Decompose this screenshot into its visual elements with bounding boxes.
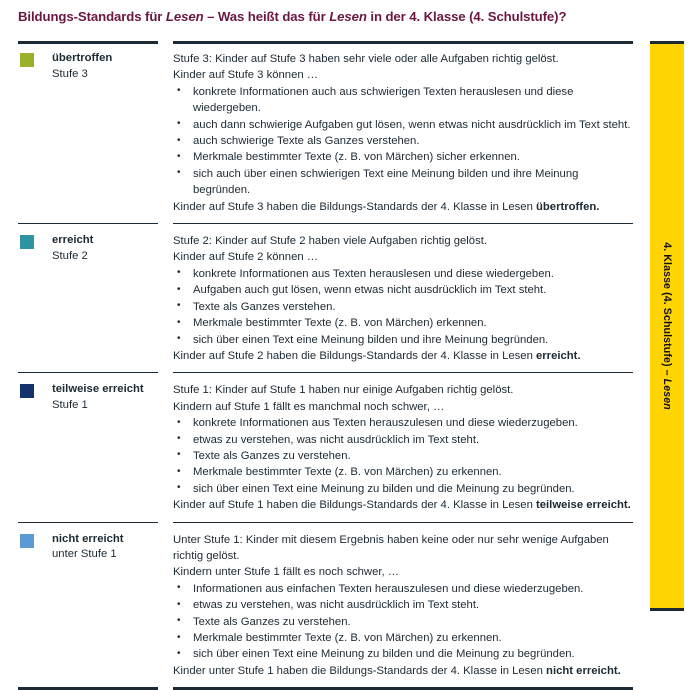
list-item: • Merkmale bestimmter Texte (z. B. von Märchen) zu erkennen. bbox=[173, 630, 633, 646]
level-color-swatch-icon bbox=[20, 53, 34, 67]
side-tab-grade-subject bbox=[650, 41, 684, 611]
competence-bullet-list bbox=[173, 266, 633, 348]
page-title-part1: Bildungs-Standards für bbox=[18, 9, 166, 24]
list-item: • Merkmale bestimmter Texte (z. B. von Märchen) zu erkennen. bbox=[173, 464, 633, 480]
list-item: • sich über einen Text eine Meinung bilden und ihre Meinung begründen. bbox=[173, 332, 633, 348]
level-closing-prefix: Kinder auf Stufe 1 haben die Bildungs-Standards der 4. Klasse in Lesen bbox=[173, 499, 536, 512]
page-title-part3: in der 4. Klasse (4. Schulstufe)? bbox=[366, 9, 567, 24]
page-title-emphasis-lesen-1: Lesen bbox=[165, 9, 204, 24]
level-label-text bbox=[52, 233, 93, 264]
level-closing-prefix: Kinder auf Stufe 2 haben die Bildungs-Standards der 4. Klasse in Lesen bbox=[173, 349, 536, 362]
level-intro-line: Kindern unter Stufe 1 fällt es noch schwer, … bbox=[173, 566, 400, 579]
level-label-cell bbox=[18, 372, 158, 413]
level-closing-sentence bbox=[173, 348, 633, 364]
level-closing-prefix: Kinder auf Stufe 3 haben die Bildungs-Standards der 4. Klasse in Lesen bbox=[173, 200, 536, 213]
competence-bullet-list bbox=[173, 84, 633, 199]
level-name: erreicht bbox=[52, 234, 94, 247]
level-lead-sentence: Stufe 1: Kinder auf Stufe 1 haben nur einige Aufgaben richtig gelöst. bbox=[173, 384, 514, 397]
list-item: • sich über einen Text eine Meinung zu bilden und die Meinung zu begründen. bbox=[173, 481, 633, 497]
level-stage: Stufe 2 bbox=[52, 249, 88, 262]
list-item: • etwas zu verstehen, was nicht ausdrücklich im Text steht. bbox=[173, 597, 633, 613]
level-label-cell bbox=[18, 522, 158, 563]
level-lead-sentence: Stufe 2: Kinder auf Stufe 2 haben viele Aufgaben richtig gelöst. bbox=[173, 235, 488, 248]
level-intro-line: Kinder auf Stufe 3 können … bbox=[173, 69, 319, 82]
level-closing-emphasis: teilweise erreicht. bbox=[536, 499, 631, 512]
level-label-cell bbox=[18, 41, 158, 82]
level-intro-line: Kinder auf Stufe 2 können … bbox=[173, 251, 319, 264]
level-closing-emphasis: erreicht. bbox=[536, 349, 581, 362]
level-intro-line: Kindern auf Stufe 1 fällt es manchmal noch schwer, … bbox=[173, 400, 445, 413]
level-closing-sentence bbox=[173, 663, 633, 679]
competence-levels-table bbox=[18, 41, 633, 677]
level-closing-sentence bbox=[173, 497, 633, 513]
level-description-cell bbox=[158, 522, 633, 688]
page-title bbox=[18, 9, 678, 24]
level-stage: unter Stufe 1 bbox=[52, 548, 117, 561]
level-closing-emphasis: nicht erreicht. bbox=[546, 664, 621, 677]
table-row bbox=[18, 522, 633, 688]
level-name: teilweise erreicht bbox=[52, 383, 144, 396]
level-color-swatch-icon bbox=[20, 534, 34, 548]
level-closing-emphasis: übertroffen. bbox=[536, 200, 600, 213]
level-description-cell bbox=[158, 223, 633, 372]
level-closing-prefix: Kinder unter Stufe 1 haben die Bildungs-Standards der 4. Klasse in Lesen bbox=[173, 664, 547, 677]
table-row bbox=[18, 372, 633, 521]
level-stage: Stufe 3 bbox=[52, 67, 88, 80]
competence-bullet-list bbox=[173, 415, 633, 497]
competence-bullet-list bbox=[173, 581, 633, 663]
level-closing-sentence bbox=[173, 199, 633, 215]
level-color-swatch-icon bbox=[20, 384, 34, 398]
list-item: • Merkmale bestimmter Texte (z. B. von Märchen) erkennen. bbox=[173, 315, 633, 331]
side-tab-label-emphasis-lesen: Lesen bbox=[661, 378, 673, 410]
list-item: • konkrete Informationen aus Texten herauszulesen und diese wiederzugeben. bbox=[173, 415, 633, 431]
list-item: • Texte als Ganzes verstehen. bbox=[173, 299, 633, 315]
page-title-emphasis-lesen-2: Lesen bbox=[329, 9, 367, 24]
side-tab-label bbox=[661, 242, 673, 410]
level-label-cell bbox=[18, 223, 158, 264]
level-color-swatch-icon bbox=[20, 235, 34, 249]
table-row bbox=[18, 223, 633, 372]
level-label-text bbox=[52, 382, 144, 413]
level-name: übertroffen bbox=[52, 52, 113, 64]
level-name: nicht erreicht bbox=[52, 532, 124, 545]
list-item: • konkrete Informationen auch aus schwierigen Texten herauslesen und diese wiedergeben. bbox=[173, 84, 633, 117]
level-description-cell bbox=[158, 41, 633, 223]
list-item: • Texte als Ganzes zu verstehen. bbox=[173, 614, 633, 630]
level-lead-sentence: Unter Stufe 1: Kinder mit diesem Ergebnis haben keine oder nur sehr wenige Aufgaben richtig gelöst. bbox=[173, 533, 609, 562]
list-item: • Merkmale bestimmter Texte (z. B. von Märchen) sicher erkennen. bbox=[173, 149, 633, 165]
level-lead-sentence: Stufe 3: Kinder auf Stufe 3 haben sehr viele oder alle Aufgaben richtig gelöst. bbox=[173, 53, 559, 65]
list-item: • konkrete Informationen aus Texten herauslesen und diese wiedergeben. bbox=[173, 266, 633, 282]
table-row bbox=[18, 41, 633, 223]
list-item: • sich über einen Text eine Meinung zu bilden und die Meinung zu begründen. bbox=[173, 646, 633, 662]
side-tab-label-part1: 4. Klasse (4. Schulstufe) – bbox=[661, 242, 673, 379]
list-item: • Informationen aus einfachen Texten herauszulesen und diese wiederzugeben. bbox=[173, 581, 633, 597]
level-stage: Stufe 1 bbox=[52, 398, 88, 411]
list-item: • Texte als Ganzes zu verstehen. bbox=[173, 448, 633, 464]
list-item: • Aufgaben auch gut lösen, wenn etwas nicht ausdrücklich im Text steht. bbox=[173, 282, 633, 298]
list-item: • auch schwierige Texte als Ganzes verstehen. bbox=[173, 133, 633, 149]
list-item: • etwas zu verstehen, was nicht ausdrücklich im Text steht. bbox=[173, 432, 633, 448]
list-item: • auch dann schwierige Aufgaben gut lösen, wenn etwas nicht ausdrücklich im Text steht. bbox=[173, 117, 633, 133]
level-description-cell bbox=[158, 372, 633, 521]
list-item: • sich auch über einen schwierigen Text eine Meinung bilden und ihre Meinung begründen. bbox=[173, 166, 633, 199]
level-label-text bbox=[52, 532, 124, 563]
level-label-text bbox=[52, 51, 112, 82]
page-title-part2: – Was heißt das für bbox=[203, 9, 330, 24]
